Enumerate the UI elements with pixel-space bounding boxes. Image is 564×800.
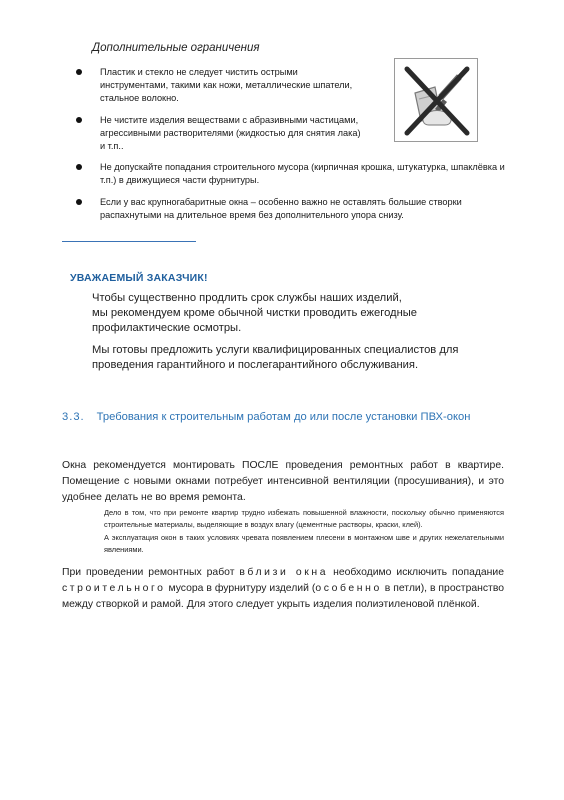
emphasized-text: особенно — [315, 583, 382, 594]
paragraph-text: мусора в фурнитуру изделий ( — [165, 583, 316, 594]
customer-notice-paragraph — [92, 291, 492, 337]
paragraph-text: в петли), в пространство между створкой и рамой. Для этого следует укрыть изделия полиэтиленовой плёнкой. — [62, 583, 504, 610]
notice-line: Мы готовы предложить услуги квалифицированных специалистов для — [92, 344, 459, 356]
bullet-icon — [76, 69, 82, 75]
emphasized-text: вблизи окна — [239, 567, 329, 578]
bullet-icon — [76, 164, 82, 170]
list-item-text: Не чистите изделия веществами с абразивными частицами, агрессивными растворителями (жидкостью для снятия лака) и т.п.. — [100, 114, 361, 152]
list-item — [74, 196, 514, 222]
notice-line: Чтобы существенно продлить срок службы наших изделий, — [92, 292, 402, 304]
section-divider — [62, 241, 196, 242]
list-item-text: Если у вас крупногабаритные окна – особенно важно не оставлять большие створки распахнутыми на длительное время без дополнительного упора снизу. — [100, 196, 462, 220]
list-item — [74, 114, 364, 154]
humidity-note — [104, 507, 504, 557]
bullet-icon — [76, 117, 82, 123]
note-line: А эксплуатация окон в таких условиях чревата появлением плесени в монтажном шве и других нежелательными явлениями. — [104, 532, 504, 555]
notice-line: профилактические осмотры. — [92, 322, 242, 335]
list-item — [74, 66, 364, 106]
no-sharp-tools-icon — [394, 58, 478, 142]
subsection-heading — [62, 411, 470, 423]
notice-line: проведения гарантийного и послегарантийного обслуживания. — [92, 359, 419, 372]
list-item-text: Не допускайте попадания строительного мусора (кирпичная крошка, штукатурка, шпаклёвка и т.п.) в движущиеся части фурнитуры. — [100, 162, 505, 186]
list-item-text: Пластик и стекло не следует чистить острыми инструментами, такими как ножи, металлические шпатели, стальное волокно. — [100, 67, 353, 104]
customer-notice-paragraph — [92, 343, 492, 373]
paragraph-text: При проведении ремонтных работ — [62, 567, 240, 578]
notice-line: мы рекомендуем кроме обычной чистки проводить ежегодные — [92, 307, 418, 320]
list-item — [74, 161, 514, 187]
construction-paragraph — [62, 565, 504, 613]
note-line: Дело в том, что при ремонте квартир трудно избежать повышенной влажности, поскольку обычно применяются строительные материалы, выделяющие в воздух влагу (цементные растворы, краски, клей). — [104, 508, 504, 530]
no-sharp-tools-svg — [395, 59, 479, 143]
section-title: Дополнительные ограничения — [92, 42, 260, 54]
customer-notice-heading: УВАЖАЕМЫЙ ЗАКАЗЧИК! — [70, 272, 208, 284]
emphasized-text: строительного — [62, 583, 166, 594]
paragraph-text: необходимо исключить попадание — [328, 567, 505, 578]
installation-paragraph: Окна рекомендуется монтировать ПОСЛЕ проведения ремонтных работ в квартире. Помещение с новыми окнами потребует интенсивной вентиляции (просушивания), и это удобнее делать не во время ремонта. — [62, 460, 504, 503]
subsection-title: Требования к строительным работам до или после установки ПВХ-окон — [96, 411, 471, 423]
subsection-number: 3.3. — [62, 411, 85, 423]
bullet-icon — [76, 199, 82, 205]
